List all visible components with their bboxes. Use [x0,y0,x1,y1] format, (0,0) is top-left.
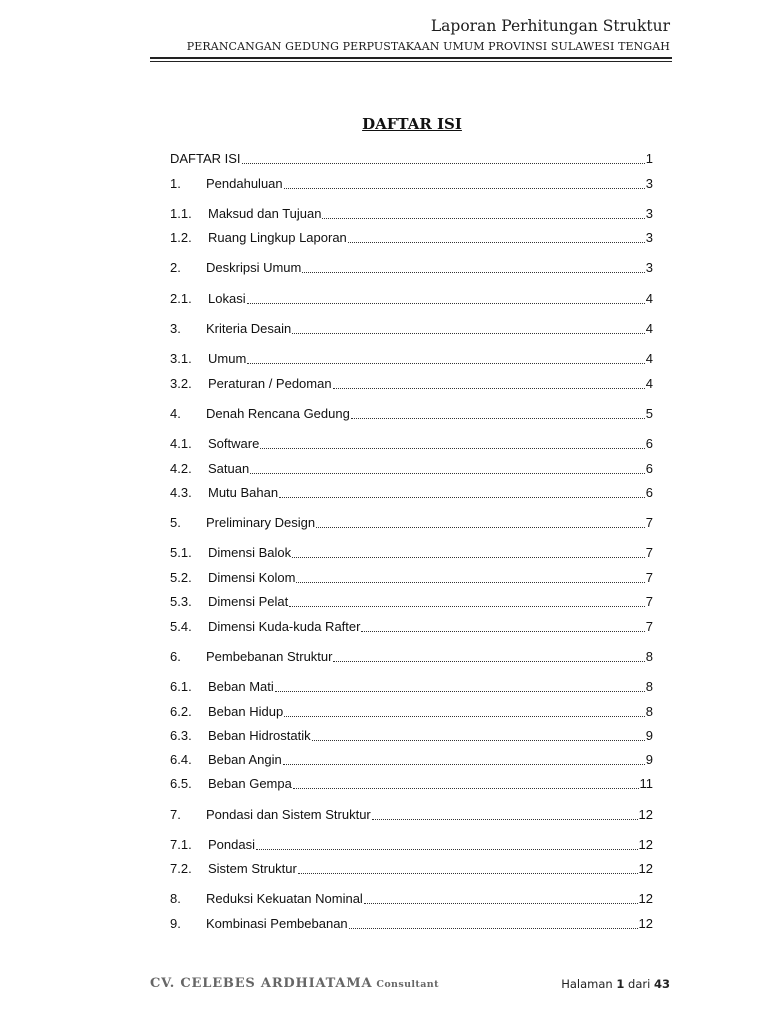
toc-entry-label: Reduksi Kekuatan Nominal [206,891,363,906]
toc-entry-label: Satuan [208,461,250,476]
page-prefix: Halaman [561,977,613,991]
dot-leader [250,463,645,474]
toc-entry[interactable] [170,513,653,531]
toc-entry[interactable] [170,702,653,720]
toc-entry-page: 11 [639,776,653,791]
toc-entry[interactable] [170,647,653,665]
toc-entry[interactable] [170,617,653,635]
dot-leader [292,547,645,558]
dot-leader [289,596,645,607]
toc-entry-label: Beban Hidrostatik [208,728,311,743]
toc-entry-number: 6.1. [170,679,192,694]
dot-leader [296,572,644,583]
toc-entry-page: 9 [645,752,653,767]
toc-entry-page: 12 [638,807,653,822]
toc-entry-page: 7 [645,619,653,634]
toc-entry[interactable] [170,319,653,337]
dot-leader [292,323,645,334]
toc-entry-label: Mutu Bahan [208,485,279,500]
toc-entry-number: 7.2. [170,861,192,876]
dot-leader [293,778,639,789]
dot-leader [247,293,645,304]
toc-entry-label: Pondasi [208,837,255,852]
toc-entry-page: 3 [645,176,653,191]
toc-entry[interactable] [170,568,653,586]
toc-entry[interactable] [170,592,653,610]
page-indicator [561,977,670,991]
dot-leader [333,378,645,389]
toc-entry-label: Dimensi Pelat [208,594,289,609]
toc-entry[interactable] [170,805,653,823]
toc-entry-page: 9 [645,728,653,743]
toc-entry[interactable] [170,349,653,367]
company-suffix: Consultant [376,979,439,990]
toc-entry-number: 7. [170,807,181,822]
toc-entry-number: 4.2. [170,461,192,476]
page-current: 1 [616,977,625,991]
toc-entry-label: Pondasi dan Sistem Struktur [206,807,371,822]
toc-entry-label: Umum [208,351,247,366]
toc-entry-label: Deskripsi Umum [206,260,302,275]
dot-leader [364,893,638,904]
toc-entry-label: Dimensi Balok [208,545,292,560]
toc-entry-page: 6 [645,436,653,451]
toc-entry[interactable] [170,374,653,392]
toc-entry-number: 6.4. [170,752,192,767]
company-name-text: CV. CELEBES ARDHIATAMA [150,976,373,991]
project-subtitle: PERANCANGAN GEDUNG PERPUSTAKAAN UMUM PROVINSI SULAWESI TENGAH [186,40,670,53]
dot-leader [312,730,645,741]
toc-entry-label: Peraturan / Pedoman [208,376,332,391]
toc-entry-number: 6.5. [170,776,192,791]
toc-entry-label: Beban Gempa [208,776,292,791]
toc-entry-number: 5.3. [170,594,192,609]
toc-entry-number: 1. [170,176,181,191]
toc-entry-number: 5.4. [170,619,192,634]
dot-leader [298,863,638,874]
toc-entry-label: Kriteria Desain [206,321,292,336]
dot-leader [242,153,645,164]
toc-heading: DAFTAR ISI [362,115,462,133]
dot-leader [372,809,638,820]
page-total: 43 [653,977,670,991]
dot-leader [349,918,638,929]
toc-entry-number: 6. [170,649,181,664]
toc-entry-number: 5.1. [170,545,192,560]
toc-entry-label: Beban Mati [208,679,274,694]
header-rule-thin [150,61,672,62]
toc-entry-label: Dimensi Kolom [208,570,296,585]
toc-entry-page: 12 [638,916,653,931]
toc-entry-page: 3 [645,230,653,245]
toc-entry[interactable] [170,434,653,452]
toc-entry-page: 4 [645,321,653,336]
dot-leader [322,208,644,219]
toc-entry-number: 3.2. [170,376,192,391]
toc-entry-page: 12 [638,837,653,852]
toc-entry-page: 12 [638,891,653,906]
company-name [150,976,439,991]
toc-entry-label: Lokasi [208,291,246,306]
dot-leader [333,651,644,662]
toc-entry-number: 5.2. [170,570,192,585]
toc-entry[interactable] [170,228,653,246]
toc-entry-page: 6 [645,485,653,500]
dot-leader [302,262,644,273]
toc-entry-page: 7 [645,594,653,609]
toc-entry-label: Preliminary Design [206,515,316,530]
toc-entry-page: 7 [645,515,653,530]
toc-entry-page: 12 [638,861,653,876]
toc-entry-number: 3. [170,321,181,336]
toc-entry-label: Pembebanan Struktur [206,649,333,664]
dot-leader [260,438,644,449]
toc-entry[interactable] [170,914,653,932]
toc-entry-page: 3 [645,206,653,221]
toc-entry[interactable] [170,483,653,501]
toc-entry-page: 1 [645,151,653,166]
dot-leader [316,517,645,528]
toc-entry[interactable] [170,774,653,792]
toc-entry-page: 4 [645,291,653,306]
dot-leader [284,178,645,189]
toc-entry-number: 1.2. [170,230,192,245]
toc-entry-label: DAFTAR ISI [170,151,241,166]
toc-entry-number: 7.1. [170,837,192,852]
dot-leader [256,839,638,850]
toc-entry[interactable] [170,258,653,276]
dot-leader [361,621,644,632]
toc-entry-number: 4.3. [170,485,192,500]
toc-entry[interactable] [170,835,653,853]
dot-leader [348,232,645,243]
toc-entry-label: Denah Rencana Gedung [206,406,350,421]
toc-entry-number: 6.3. [170,728,192,743]
toc-entry[interactable] [170,859,653,877]
toc-entry-page: 6 [645,461,653,476]
report-title: Laporan Perhitungan Struktur [430,17,670,35]
toc-entry[interactable] [170,726,653,744]
toc-entry-label: Software [208,436,260,451]
toc-entry-label: Maksud dan Tujuan [208,206,322,221]
toc-entry-label: Ruang Lingkup Laporan [208,230,347,245]
toc-entry-label: Beban Hidup [208,704,284,719]
toc-entry[interactable] [170,889,653,907]
toc-entry-page: 7 [645,545,653,560]
dot-leader [275,681,645,692]
toc-entry-number: 2. [170,260,181,275]
toc-entry-label: Dimensi Kuda-kuda Rafter [208,619,361,634]
dot-leader [247,353,644,364]
toc-entry-label: Pendahuluan [206,176,283,191]
toc-entry-number: 1.1. [170,206,192,221]
toc-entry-number: 9. [170,916,181,931]
toc-entry-page: 4 [645,351,653,366]
dot-leader [283,754,645,765]
toc-entry-page: 8 [645,649,653,664]
toc-entry[interactable] [170,404,653,422]
toc-entry-number: 4. [170,406,181,421]
toc-entry[interactable] [170,289,653,307]
toc-entry-label: Kombinasi Pembebanan [206,916,348,931]
toc-entry-page: 5 [645,406,653,421]
toc-entry[interactable] [170,174,653,192]
page-sep: dari [628,977,651,991]
toc-entry-number: 2.1. [170,291,192,306]
toc-entry[interactable] [170,543,653,561]
toc-entry-page: 8 [645,679,653,694]
dot-leader [284,706,645,717]
toc-entry-label: Sistem Struktur [208,861,297,876]
header-rule [150,57,672,59]
toc-entry[interactable] [170,459,653,477]
toc-entry[interactable] [170,677,653,695]
toc-entry-number: 8. [170,891,181,906]
toc-entry-number: 4.1. [170,436,192,451]
dot-leader [351,408,645,419]
toc-entry-page: 8 [645,704,653,719]
toc-entry[interactable] [170,750,653,768]
toc-entry-number: 5. [170,515,181,530]
toc-entry[interactable] [170,204,653,222]
toc-entry-number: 6.2. [170,704,192,719]
toc-entry-page: 7 [645,570,653,585]
toc-entry-number: 3.1. [170,351,192,366]
toc-entry-page: 4 [645,376,653,391]
toc-entry[interactable] [170,149,653,167]
toc-entry-label: Beban Angin [208,752,282,767]
toc-entry-page: 3 [645,260,653,275]
dot-leader [279,487,645,498]
